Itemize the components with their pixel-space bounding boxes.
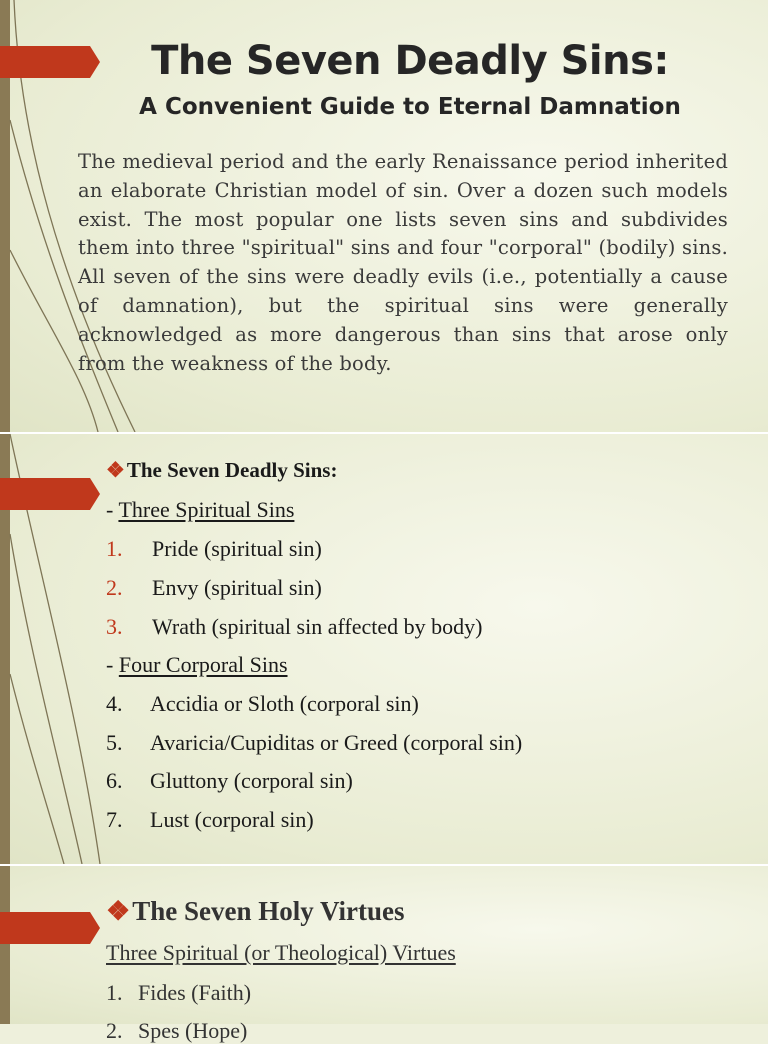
list-item: 1. Fides (Faith) — [106, 980, 252, 1005]
section-marker — [0, 478, 100, 510]
list-item: 6. Gluttony (corporal sin) — [106, 768, 353, 793]
list-item: 5. Avaricia/Cupiditas or Greed (corporal sin) — [106, 730, 523, 755]
list-item: 2. Spes (Hope) — [106, 1018, 248, 1043]
diamond-bullet-icon: ❖ — [106, 896, 131, 926]
corporal-sins-label: - Four Corporal Sins — [106, 652, 288, 677]
sins-heading: ❖The Seven Deadly Sins: — [106, 458, 338, 482]
list-item: 3. Wrath (spiritual sin affected by body) — [106, 614, 483, 639]
title-marker — [0, 46, 100, 78]
diamond-bullet-icon: ❖ — [106, 458, 125, 482]
slide-3 — [0, 866, 768, 1043]
virtues-subheading: Three Spiritual (or Theological) Virtues — [106, 940, 456, 965]
virtues-heading: ❖The Seven Holy Virtues — [106, 896, 405, 926]
slide-2 — [0, 434, 768, 864]
spiritual-sins-label: - Three Spiritual Sins — [106, 497, 295, 522]
slide-1 — [0, 0, 768, 432]
slide-title: The Seven Deadly Sins: — [151, 38, 669, 84]
section-marker — [0, 912, 100, 944]
left-bar — [0, 866, 10, 1024]
list-item: 2. Envy (spiritual sin) — [106, 575, 322, 600]
slide-subtitle: A Convenient Guide to Eternal Damnation — [139, 94, 681, 120]
list-item: 4. Accidia or Sloth (corporal sin) — [106, 691, 419, 716]
list-item: 1. Pride (spiritual sin) — [106, 536, 322, 561]
intro-paragraph: The medieval period and the early Renaissance period inherited an elaborate Christian model of sin. Over a dozen such models exist. The most popular one lists seven sins and subdivides them into three "spiritual" sins and four "corporal" (bodily) sins. All seven of the sins were deadly evils (i.e., potentially a cause of damnation), but the spiritual sins were generally acknowledged as more dangerous than sins that arose only from the weakness of the body. — [78, 150, 728, 375]
list-item: 7. Lust (corporal sin) — [106, 807, 314, 832]
